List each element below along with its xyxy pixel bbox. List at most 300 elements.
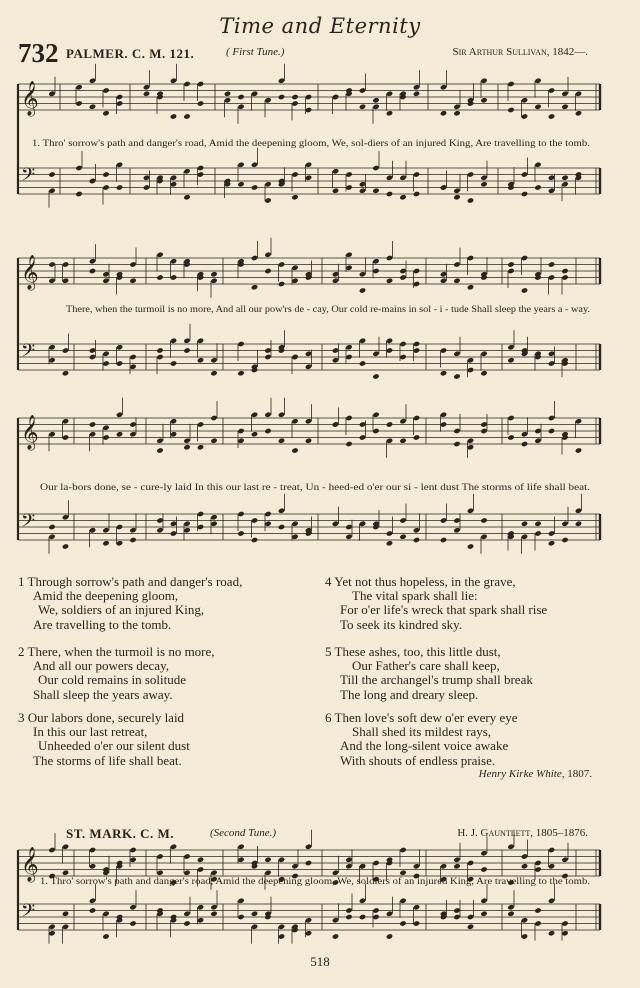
- note-head: [345, 265, 352, 271]
- note-head: [548, 87, 555, 93]
- note-head: [399, 418, 406, 424]
- note-head: [264, 412, 271, 418]
- note-head: [467, 284, 474, 290]
- verse-line: With shouts of endless praise.: [340, 752, 496, 768]
- note-head: [251, 184, 258, 190]
- note-head: [116, 94, 123, 100]
- note-head: [62, 370, 69, 376]
- note-head: [89, 898, 96, 904]
- note-head: [467, 171, 474, 177]
- note-head: [359, 914, 366, 920]
- note-head: [264, 97, 271, 103]
- treble-clef-icon: 𝄞: [21, 415, 39, 450]
- note-head: [561, 930, 568, 936]
- note-head: [534, 162, 541, 168]
- note-head: [413, 171, 420, 177]
- note-head: [521, 853, 528, 859]
- note-head: [453, 527, 460, 533]
- verse-2: [18, 645, 215, 702]
- note-head: [480, 428, 487, 434]
- note-head: [480, 517, 487, 523]
- note-head: [251, 924, 258, 930]
- note-head: [386, 338, 393, 344]
- note-head: [278, 78, 285, 84]
- verse-line: Shall shed its mildest rays,: [352, 724, 492, 740]
- note-head: [183, 194, 190, 200]
- note-head: [89, 421, 96, 427]
- music-lyric-line-4: 1. Thro' sorrow's path and danger's road, Amid the deepening gloom, We, soldiers of an injured King, Are travelling to the tomb.: [40, 876, 590, 887]
- note-head: [480, 181, 487, 187]
- note-head: [170, 113, 177, 119]
- note-head: [507, 261, 514, 267]
- note-head: [399, 354, 406, 360]
- note-head: [251, 517, 258, 523]
- verse-line: We, soldiers of an injured King,: [38, 602, 205, 618]
- note-head: [264, 521, 271, 527]
- note-head: [521, 431, 528, 437]
- note-head: [156, 527, 163, 533]
- note-head: [129, 537, 136, 543]
- note-head: [399, 274, 406, 280]
- second-tune-name: ST. MARK. C. M.: [66, 826, 175, 841]
- note-head: [467, 255, 474, 261]
- note-head: [507, 268, 514, 274]
- note-head: [440, 537, 447, 543]
- note-head: [413, 268, 420, 274]
- note-head: [453, 278, 460, 284]
- note-head: [561, 521, 568, 527]
- note-head: [48, 930, 55, 936]
- note-head: [62, 911, 69, 917]
- note-head: [521, 933, 528, 939]
- note-head: [534, 907, 541, 913]
- note-head: [453, 261, 460, 267]
- note-head: [548, 188, 555, 194]
- note-head: [480, 370, 487, 376]
- note-head: [575, 508, 582, 514]
- note-head: [345, 171, 352, 177]
- note-head: [453, 104, 460, 110]
- note-head: [467, 367, 474, 373]
- note-head: [332, 933, 339, 939]
- note-head: [561, 268, 568, 274]
- note-head: [440, 278, 447, 284]
- note-head: [507, 415, 514, 421]
- verse-line: The storms of life shall beat.: [33, 752, 182, 768]
- note-head: [129, 920, 136, 926]
- note-head: [386, 540, 393, 546]
- note-head: [183, 444, 190, 450]
- note-head: [332, 168, 339, 174]
- note-head: [305, 107, 312, 113]
- note-head: [399, 194, 406, 200]
- note-head: [534, 104, 541, 110]
- note-head: [251, 431, 258, 437]
- note-head: [251, 91, 258, 97]
- note-head: [575, 521, 582, 527]
- note-head: [197, 100, 204, 106]
- note-head: [453, 110, 460, 116]
- verse-line: Our Father's care shall keep,: [352, 658, 500, 674]
- verse-1: [18, 575, 242, 632]
- note-head: [372, 258, 379, 264]
- note-head: [237, 438, 244, 444]
- note-head: [467, 508, 474, 514]
- note-head: [413, 281, 420, 287]
- note-head: [467, 914, 474, 920]
- note-head: [521, 917, 528, 923]
- note-head: [372, 165, 379, 171]
- note-head: [399, 920, 406, 926]
- note-head: [143, 84, 150, 90]
- note-head: [183, 338, 190, 344]
- note-head: [170, 418, 177, 424]
- note-head: [116, 184, 123, 190]
- note-head: [561, 104, 568, 110]
- note-head: [548, 261, 555, 267]
- note-head: [183, 168, 190, 174]
- note-head: [170, 274, 177, 280]
- note-head: [372, 97, 379, 103]
- note-head: [534, 530, 541, 536]
- note-head: [251, 412, 258, 418]
- note-head: [372, 907, 379, 913]
- note-head: [264, 428, 271, 434]
- music-lyric-line-2: There, when the turmoil is no more, And all our pow'rs de - cay, Our cold re-mains in sol - i - tude Shall sleep the years a - way.: [66, 304, 590, 315]
- note-head: [359, 338, 366, 344]
- note-head: [129, 857, 136, 863]
- note-head: [332, 94, 339, 100]
- note-head: [48, 924, 55, 930]
- note-head: [237, 511, 244, 517]
- note-head: [102, 278, 109, 284]
- note-head: [521, 441, 528, 447]
- note-head: [575, 110, 582, 116]
- note-head: [197, 165, 204, 171]
- note-head: [480, 97, 487, 103]
- second-tune-composer: H. J. Gauntlett, 1805–1876.: [457, 827, 588, 839]
- note-head: [264, 511, 271, 517]
- note-head: [197, 421, 204, 427]
- note-head: [129, 354, 136, 360]
- music-lyric-line-1: 1. Thro' sorrow's path and danger's road, Amid the deepening gloom, We, sol-diers of an injured King, Are travelling to the tomb.: [32, 138, 590, 149]
- verse-line: 2 There, when the turmoil is no more,: [18, 644, 215, 659]
- note-head: [183, 81, 190, 87]
- note-head: [251, 284, 258, 290]
- note-head: [156, 438, 163, 444]
- note-head: [305, 351, 312, 357]
- note-head: [386, 347, 393, 353]
- note-head: [48, 357, 55, 363]
- note-head: [359, 360, 366, 366]
- note-head: [237, 94, 244, 100]
- note-head: [62, 844, 69, 850]
- note-head: [521, 287, 528, 293]
- note-head: [507, 81, 514, 87]
- note-head: [332, 917, 339, 923]
- note-head: [291, 171, 298, 177]
- note-head: [89, 354, 96, 360]
- note-head: [548, 351, 555, 357]
- note-head: [116, 431, 123, 437]
- note-head: [521, 255, 528, 261]
- note-head: [534, 521, 541, 527]
- note-head: [156, 517, 163, 523]
- note-head: [440, 517, 447, 523]
- note-head: [75, 100, 82, 106]
- note-head: [345, 415, 352, 421]
- note-head: [359, 188, 366, 194]
- note-head: [75, 191, 82, 197]
- note-head: [372, 914, 379, 920]
- note-head: [386, 175, 393, 181]
- note-head: [561, 920, 568, 926]
- note-head: [116, 540, 123, 546]
- note-head: [467, 438, 474, 444]
- note-head: [291, 534, 298, 540]
- note-head: [507, 911, 514, 917]
- note-head: [440, 84, 447, 90]
- note-head: [264, 347, 271, 353]
- note-head: [170, 78, 177, 84]
- note-head: [237, 341, 244, 347]
- note-head: [62, 261, 69, 267]
- note-head: [183, 113, 190, 119]
- note-head: [575, 447, 582, 453]
- note-head: [413, 347, 420, 353]
- note-head: [440, 184, 447, 190]
- note-head: [264, 354, 271, 360]
- note-head: [413, 91, 420, 97]
- note-head: [521, 534, 528, 540]
- note-head: [305, 930, 312, 936]
- note-head: [197, 904, 204, 910]
- note-head: [62, 278, 69, 284]
- note-head: [237, 898, 244, 904]
- note-head: [170, 431, 177, 437]
- note-head: [453, 907, 460, 913]
- note-head: [237, 844, 244, 850]
- note-head: [359, 181, 366, 187]
- note-head: [116, 524, 123, 530]
- note-head: [467, 444, 474, 450]
- note-head: [291, 100, 298, 106]
- note-head: [102, 911, 109, 917]
- note-head: [102, 351, 109, 357]
- note-head: [129, 278, 136, 284]
- note-head: [197, 81, 204, 87]
- treble-clef-icon: 𝄞: [21, 255, 39, 290]
- note-head: [440, 347, 447, 353]
- note-head: [278, 857, 285, 863]
- note-head: [345, 907, 352, 913]
- note-head: [251, 537, 258, 543]
- note-head: [480, 78, 487, 84]
- note-head: [386, 91, 393, 97]
- note-head: [345, 863, 352, 869]
- verse-line: The vital spark shall lie:: [352, 588, 478, 604]
- note-head: [75, 84, 82, 90]
- note-head: [345, 441, 352, 447]
- note-head: [345, 534, 352, 540]
- note-head: [48, 534, 55, 540]
- verse-line: The long and dreary sleep.: [340, 686, 479, 702]
- note-head: [548, 847, 555, 853]
- note-head: [534, 78, 541, 84]
- note-head: [440, 370, 447, 376]
- verse-line: To seek its kindred sky.: [340, 616, 463, 632]
- note-head: [534, 860, 541, 866]
- note-head: [548, 540, 555, 546]
- note-head: [170, 521, 177, 527]
- note-head: [521, 97, 528, 103]
- verse-line: And all our powers decay,: [33, 658, 169, 674]
- note-head: [467, 543, 474, 549]
- note-head: [453, 441, 460, 447]
- note-head: [453, 857, 460, 863]
- note-head: [237, 530, 244, 536]
- note-head: [386, 530, 393, 536]
- note-head: [359, 421, 366, 427]
- note-head: [440, 110, 447, 116]
- note-head: [102, 425, 109, 431]
- note-head: [305, 917, 312, 923]
- note-head: [129, 904, 136, 910]
- note-head: [453, 428, 460, 434]
- note-head: [170, 530, 177, 536]
- note-head: [291, 94, 298, 100]
- note-head: [48, 524, 55, 530]
- note-head: [305, 844, 312, 850]
- note-head: [467, 860, 474, 866]
- note-head: [197, 357, 204, 363]
- note-head: [116, 100, 123, 106]
- verse-line: For o'er life's wreck that spark shall rise: [340, 602, 548, 618]
- note-head: [372, 104, 379, 110]
- note-head: [399, 175, 406, 181]
- note-head: [210, 514, 217, 520]
- note-head: [305, 418, 312, 424]
- note-head: [62, 418, 69, 424]
- note-head: [62, 434, 69, 440]
- verse-line: Shall sleep the years away.: [33, 686, 173, 702]
- note-head: [251, 255, 258, 261]
- note-head: [453, 914, 460, 920]
- note-head: [237, 914, 244, 920]
- note-head: [197, 444, 204, 450]
- note-head: [372, 412, 379, 418]
- note-head: [183, 521, 190, 527]
- note-head: [305, 162, 312, 168]
- note-head: [561, 537, 568, 543]
- bass-clef-icon: 𝄢: [21, 901, 36, 926]
- verse-line: 1 Through sorrow's path and danger's road,: [18, 574, 243, 589]
- note-head: [170, 181, 177, 187]
- note-head: [210, 278, 217, 284]
- note-head: [183, 911, 190, 917]
- note-head: [129, 847, 136, 853]
- note-head: [332, 421, 339, 427]
- note-head: [89, 178, 96, 184]
- tune-note: ( First Tune.): [226, 46, 285, 58]
- note-head: [264, 181, 271, 187]
- note-head: [399, 438, 406, 444]
- note-head: [453, 351, 460, 357]
- note-head: [89, 78, 96, 84]
- note-head: [197, 511, 204, 517]
- note-head: [156, 347, 163, 353]
- page-title: Time and Eternity: [219, 14, 421, 38]
- note-head: [102, 184, 109, 190]
- note-head: [237, 428, 244, 434]
- note-head: [332, 271, 339, 277]
- note-head: [359, 863, 366, 869]
- note-head: [264, 197, 271, 203]
- note-head: [507, 434, 514, 440]
- note-head: [89, 268, 96, 274]
- note-head: [453, 373, 460, 379]
- note-head: [237, 162, 244, 168]
- note-head: [210, 911, 217, 917]
- note-head: [480, 175, 487, 181]
- note-head: [534, 184, 541, 190]
- verse-line: Are travelling to the tomb.: [33, 616, 172, 632]
- verse-line: In this our last retreat,: [33, 724, 148, 740]
- note-head: [129, 261, 136, 267]
- note-head: [278, 261, 285, 267]
- verse-line: And the long-silent voice awake: [340, 738, 509, 754]
- note-head: [386, 421, 393, 427]
- note-head: [210, 271, 217, 277]
- tune-name: PALMER. C. M. 121.: [66, 46, 195, 61]
- note-head: [561, 181, 568, 187]
- note-head: [521, 171, 528, 177]
- note-head: [413, 863, 420, 869]
- note-head: [278, 508, 285, 514]
- note-head: [372, 373, 379, 379]
- note-head: [237, 857, 244, 863]
- note-head: [521, 113, 528, 119]
- bass-clef-icon: 𝄢: [21, 511, 36, 536]
- note-head: [62, 924, 69, 930]
- note-head: [89, 863, 96, 869]
- note-head: [345, 344, 352, 350]
- note-head: [102, 434, 109, 440]
- note-head: [548, 930, 555, 936]
- note-head: [413, 191, 420, 197]
- note-head: [48, 278, 55, 284]
- verse-3: [18, 711, 190, 768]
- note-head: [143, 184, 150, 190]
- note-head: [170, 258, 177, 264]
- note-head: [359, 434, 366, 440]
- note-head: [372, 428, 379, 434]
- note-head: [116, 360, 123, 366]
- note-head: [210, 357, 217, 363]
- note-head: [399, 268, 406, 274]
- note-head: [399, 341, 406, 347]
- verse-line: Till the archangel's trump shall break: [340, 672, 533, 688]
- note-head: [332, 347, 339, 353]
- note-head: [305, 364, 312, 370]
- note-head: [116, 344, 123, 350]
- note-head: [278, 524, 285, 530]
- note-head: [534, 428, 541, 434]
- note-head: [237, 181, 244, 187]
- note-head: [413, 84, 420, 90]
- note-head: [264, 870, 271, 876]
- note-head: [143, 175, 150, 181]
